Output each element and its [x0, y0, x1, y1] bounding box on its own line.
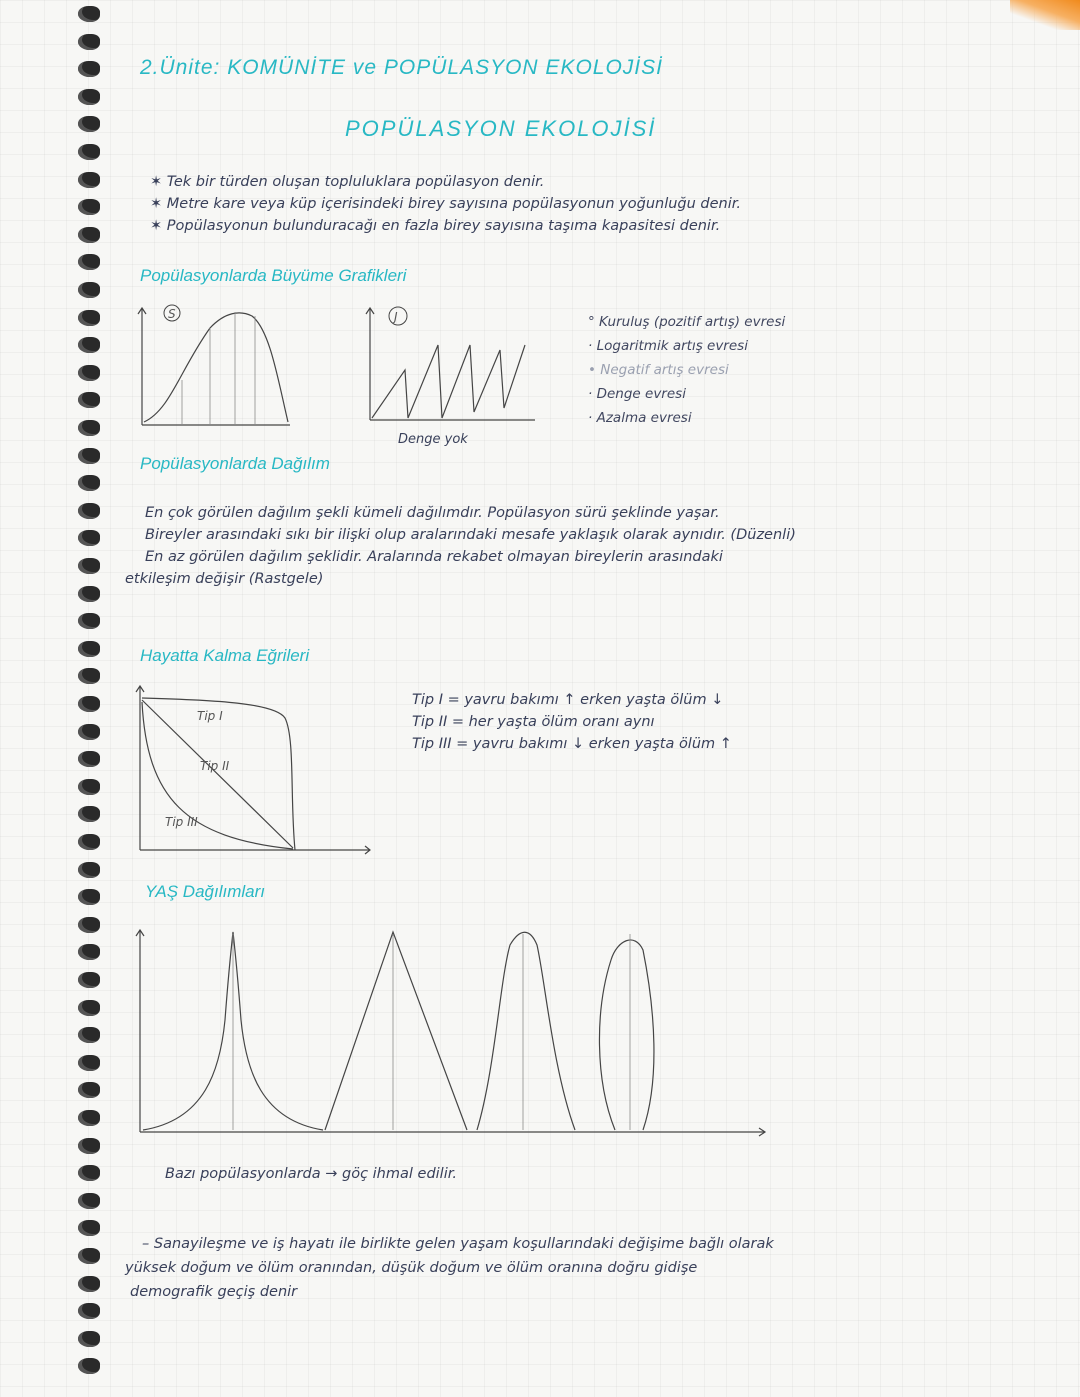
binding-ring — [78, 834, 100, 850]
s-growth-graph — [130, 300, 300, 440]
binding-ring — [78, 1027, 100, 1043]
binding-ring — [78, 116, 100, 132]
distribution-heading: Popülasyonlarda Dağılım — [140, 454, 330, 473]
phase-2: · Logaritmik artış evresi — [588, 338, 748, 354]
binding-ring — [78, 503, 100, 519]
binding-ring — [78, 751, 100, 767]
binding-ring — [78, 365, 100, 381]
binding-ring — [78, 1248, 100, 1264]
phase-5: · Azalma evresi — [588, 410, 692, 426]
binding-ring — [78, 944, 100, 960]
binding-ring — [78, 392, 100, 408]
binding-ring — [78, 420, 100, 436]
survival-curves-graph — [125, 678, 385, 863]
demography-line-2: yüksek doğum ve ölüm oranından, düşük doğum ve ölüm oranına doğru gidişe — [125, 1260, 698, 1276]
binding-ring — [78, 668, 100, 684]
binding-ring — [78, 1110, 100, 1126]
binding-ring — [78, 1082, 100, 1098]
binding-ring — [78, 779, 100, 795]
topic-title: POPÜLASYON EKOLOJİSİ — [345, 116, 657, 141]
binding-ring — [78, 641, 100, 657]
binding-ring — [78, 1303, 100, 1319]
phase-1: ° Kuruluş (pozitif artış) evresi — [588, 314, 786, 330]
binding-ring — [78, 586, 100, 602]
distribution-line-3: En az görülen dağılım şeklidir. Aralarında rekabet olmayan bireylerin arasındaki — [145, 549, 723, 565]
binding-ring — [78, 530, 100, 546]
binding-ring — [78, 889, 100, 905]
binding-ring — [78, 89, 100, 105]
phase-4: · Denge evresi — [588, 386, 686, 402]
binding-ring — [78, 1358, 100, 1374]
tip-3-label: Tip III — [165, 815, 198, 829]
binding-ring — [78, 172, 100, 188]
s-graph-label: S — [168, 307, 176, 321]
corner-tab — [1010, 0, 1080, 30]
binding-ring — [78, 144, 100, 160]
binding-ring — [78, 227, 100, 243]
binding-ring — [78, 806, 100, 822]
survival-heading: Hayatta Kalma Eğrileri — [140, 646, 310, 665]
j-graph-note: Denge yok — [398, 432, 468, 447]
binding-ring — [78, 1055, 100, 1071]
growth-heading: Popülasyonlarda Büyüme Grafikleri — [140, 266, 407, 285]
binding-ring — [78, 1331, 100, 1347]
binding-ring — [78, 282, 100, 298]
j-growth-graph — [360, 300, 540, 430]
binding-ring — [78, 1193, 100, 1209]
age-note: Bazı popülasyonlarda → göç ihmal edilir. — [165, 1166, 457, 1182]
binding-ring — [78, 917, 100, 933]
binding-ring — [78, 61, 100, 77]
binding-ring — [78, 310, 100, 326]
binding-ring — [78, 1000, 100, 1016]
binding-ring — [78, 448, 100, 464]
survival-note-3: Tip III = yavru bakımı ↓ erken yaşta ölüm ↑ — [412, 736, 732, 752]
binding-ring — [78, 254, 100, 270]
unit-title: 2.Ünite: KOMÜNİTE ve POPÜLASYON EKOLOJİSİ — [140, 56, 663, 79]
binding-ring — [78, 613, 100, 629]
binding-ring — [78, 724, 100, 740]
phase-3: • Negatif artış evresi — [588, 362, 729, 378]
demography-line-1: – Sanayileşme ve iş hayatı ile birlikte gelen yaşam koşullarındaki değişime bağlı olarak — [142, 1236, 774, 1252]
binding-ring — [78, 862, 100, 878]
intro-point-1: ✶ Tek bir türden oluşan topluluklara popülasyon denir. — [150, 174, 545, 190]
binding-ring — [78, 475, 100, 491]
demography-line-3: demografik geçiş denir — [130, 1284, 298, 1300]
binding-ring — [78, 337, 100, 353]
distribution-line-4: etkileşim değişir (Rastgele) — [125, 571, 324, 587]
age-distribution-graph — [125, 920, 775, 1145]
binding-ring — [78, 199, 100, 215]
binding-ring — [78, 1138, 100, 1154]
tip-1-label: Tip I — [197, 709, 223, 723]
j-graph-label: J — [394, 310, 398, 324]
binding-ring — [78, 34, 100, 50]
tip-2-label: Tip II — [200, 759, 230, 773]
binding-ring — [78, 1276, 100, 1292]
binding-ring — [78, 558, 100, 574]
intro-point-3: ✶ Popülasyonun bulunduracağı en fazla birey sayısına taşıma kapasitesi denir. — [150, 218, 721, 234]
age-heading: YAŞ Dağılımları — [145, 882, 265, 901]
binding-ring — [78, 972, 100, 988]
survival-note-2: Tip II = her yaşta ölüm oranı aynı — [412, 714, 655, 730]
distribution-line-2: Bireyler arasındaki sıkı bir ilişki olup aralarındaki mesafe yaklaşık olarak aynıdır. (Düzenli) — [145, 527, 796, 543]
binding-ring — [78, 1165, 100, 1181]
survival-note-1: Tip I = yavru bakımı ↑ erken yaşta ölüm ↓ — [412, 692, 724, 708]
spiral-binding — [78, 0, 108, 1397]
intro-point-2: ✶ Metre kare veya küp içerisindeki birey sayısına popülasyonun yoğunluğu denir. — [150, 196, 742, 212]
binding-ring — [78, 696, 100, 712]
binding-ring — [78, 6, 100, 22]
binding-ring — [78, 1220, 100, 1236]
distribution-line-1: En çok görülen dağılım şekli kümeli dağılımdır. Popülasyon sürü şeklinde yaşar. — [145, 505, 720, 521]
